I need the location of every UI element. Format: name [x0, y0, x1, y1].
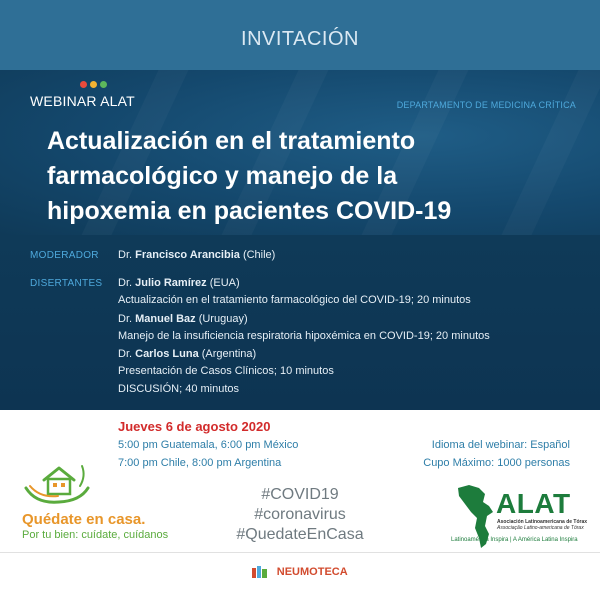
footer-divider [0, 552, 600, 553]
alat-subtitle-pt: Associação Latino-americana de Tórax [497, 525, 584, 531]
hashtag-covid19: #COVID19 [261, 486, 339, 503]
top-banner [0, 0, 600, 70]
webinar-brand [30, 93, 135, 109]
department-label: DEPARTAMENTO DE MEDICINA CRÍTICA [396, 100, 576, 110]
title-line-2: farmacológico y manejo de la [47, 162, 398, 190]
speaker-3-talk: Presentación de Casos Clínicos; 10 minutos [118, 365, 334, 377]
alat-slogan: Latinoamérica Inspira | A América Latina Inspira [451, 537, 578, 543]
neumoteca-footer [0, 563, 600, 581]
brand-name: ALAT [100, 93, 135, 109]
discussion-line: DISCUSIÓN; 40 minutos [118, 383, 240, 395]
neumoteca-book-icon [252, 566, 268, 578]
hashtag-quedateencasa: #QuedateEnCasa [236, 526, 364, 543]
neumoteca-label: NEUMOTECA [276, 565, 348, 578]
hashtag-coronavirus: #coronavirus [254, 506, 346, 523]
program-section [0, 235, 600, 410]
speaker-1-talk: Actualización en el tratamiento farmacológico del COVID-19; 20 minutos [118, 294, 471, 306]
stay-home-subtitle: Por tu bien: cuídate, cuídanos [22, 529, 169, 541]
moderator-line: Dr. Francisco Arancibia (Chile) [118, 249, 276, 261]
speaker-2-talk: Manejo de la insuficiencia respiratoria hipoxémica en COVID-19; 20 minutos [118, 330, 490, 342]
event-date: Jueves 6 de agosto 2020 [118, 419, 271, 434]
speaker-1: Dr. Julio Ramírez (EUA) [118, 277, 240, 289]
webinar-title [47, 124, 567, 229]
event-time-1: 5:00 pm Guatemala, 6:00 pm México [118, 439, 299, 451]
brand-dots-icon [80, 81, 107, 88]
max-capacity: Cupo Máximo: 1000 personas [423, 457, 570, 469]
speaker-3: Dr. Carlos Luna (Argentina) [118, 348, 257, 360]
webinar-prefix: WEBINAR [30, 93, 97, 109]
alat-logo-text: ALAT [496, 488, 571, 519]
alat-subtitle-es: Asociación Latinoamericana de Tórax [497, 519, 588, 525]
title-line-1: Actualización en el tratamiento [47, 127, 416, 155]
invitation-heading: INVITACIÓN [241, 28, 359, 50]
event-time-2: 7:00 pm Chile, 8:00 pm Argentina [118, 457, 282, 469]
title-line-3: hipoxemia en pacientes COVID-19 [47, 197, 452, 225]
speakers-label: DISERTANTES [30, 278, 103, 289]
moderator-label: MODERADOR [30, 250, 99, 261]
speaker-2: Dr. Manuel Baz (Uruguay) [118, 313, 248, 325]
stay-home-title: Quédate en casa. [22, 511, 146, 528]
webinar-language: Idioma del webinar: Español [431, 439, 570, 451]
